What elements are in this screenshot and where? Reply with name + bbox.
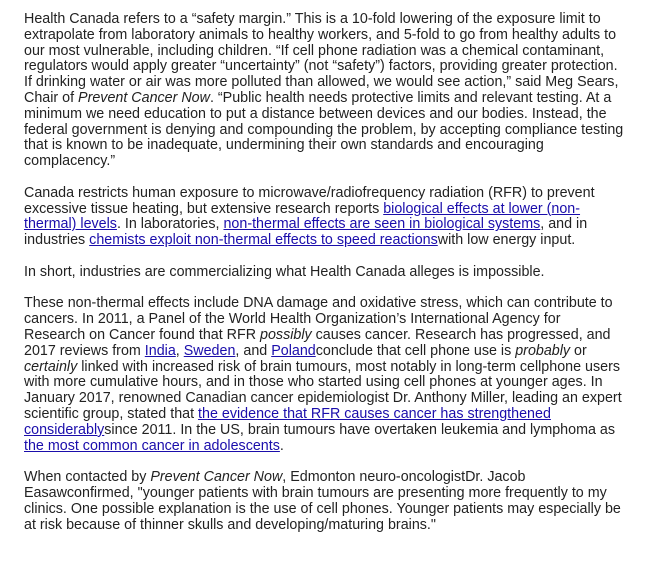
paragraph-easaw-quote: [24, 470, 624, 533]
paragraph-text: These non-thermal effects include DNA damage and oxidative stress, which can contribute to cancers. In 2011, a Panel of the World Health Organization’s International Agency for Research on Cancer found that RFR: [24, 295, 613, 343]
paragraph-in-short: [24, 265, 624, 281]
paragraph-text: , and: [235, 342, 272, 359]
paragraph-text: In short, industries are commercializing what Health Canada alleges is impossible.: [24, 263, 545, 280]
paragraph-text: linked with increased risk of brain tumours, most notably in long-term cellphone users with more cumulative hours, and in those who started using cell phones at younger ages. In January 2017, renowned Canadian cancer epidemiologist Dr. Anthony Miller, leading an expert scientific group, stated that: [24, 358, 622, 422]
paragraph-text: or: [570, 342, 587, 359]
emphasis-text: certainly: [24, 358, 78, 375]
paragraph-text: When contacted by: [24, 469, 151, 486]
paragraph-text: , Edmonton neuro-oncologistDr. Jacob Easawconfirmed, "younger patients with brain tumours are presenting more frequently to my clinics. One possible explanation is the use of cell phones. Younger patients may especially be at risk because of thinner skulls and developing/maturing brains.": [24, 469, 621, 533]
paragraph-text: with low energy input.: [437, 232, 576, 249]
link-india[interactable]: India: [144, 342, 176, 359]
link-evidence-strengthened[interactable]: the evidence that RFR causes cancer has strengthened considerably: [24, 405, 551, 438]
link-non-thermal-effects[interactable]: non-thermal effects are seen in biological systems: [223, 216, 541, 233]
paragraph-text: conclude that cell phone use is: [315, 342, 516, 359]
paragraph-text: . In laboratories,: [116, 216, 224, 233]
link-chemists-exploit[interactable]: chemists exploit non-thermal effects to speed reactions: [89, 232, 438, 249]
organization-name: Prevent Cancer Now: [150, 469, 283, 486]
paragraph-rfr-restrictions: [24, 186, 624, 249]
emphasis-text: possibly: [260, 326, 312, 343]
paragraph-text: Canada restricts human exposure to microwave/radiofrequency radiation (RFR) to prevent excessive tissue heating, but extensive research reports: [24, 184, 595, 217]
paragraph-text: Health Canada refers to a “safety margin.” This is a 10-fold lowering of the exposure limit to extrapolate from laboratory animals to healthy workers, and 5-fold to go from healthy adults to our most vulnerable, including children. “If cell phone radiation was a chemical contaminant, regulators would apply greater “uncertainty” (not “safety”) factors, providing greater protection. If drinking water or air was more polluted than allowed, we would see action,” said Meg Sears, Chair of: [24, 11, 619, 106]
organization-name: Prevent Cancer Now: [78, 89, 210, 106]
paragraph-text: .: [279, 437, 284, 454]
article-body: [24, 12, 624, 549]
link-sweden[interactable]: Sweden: [183, 342, 236, 359]
link-most-common-cancer[interactable]: the most common cancer in adolescents: [24, 437, 280, 454]
paragraph-text: causes cancer. Research has progressed, and 2017 reviews from: [24, 326, 611, 359]
paragraph-text: , and in industries: [24, 216, 588, 249]
link-poland[interactable]: Poland: [271, 342, 316, 359]
paragraph-text: ,: [175, 342, 184, 359]
emphasis-text: probably: [515, 342, 571, 359]
link-biological-effects[interactable]: biological effects at lower (non-thermal) levels: [24, 200, 581, 233]
paragraph-text: . “Public health needs protective limits and relevant testing. At a minimum we need education to put a distance between devices and our bodies. Instead, the federal government is denying and compounding the problem, by accepting compliance testing that is known to be inadequate, undermining their own standards and encouraging complacency.”: [24, 89, 624, 170]
paragraph-safety-margin: [24, 12, 624, 170]
paragraph-non-thermal-cancer: [24, 296, 624, 454]
paragraph-text: since 2011. In the US, brain tumours have overtaken leukemia and lymphoma as: [104, 421, 616, 438]
